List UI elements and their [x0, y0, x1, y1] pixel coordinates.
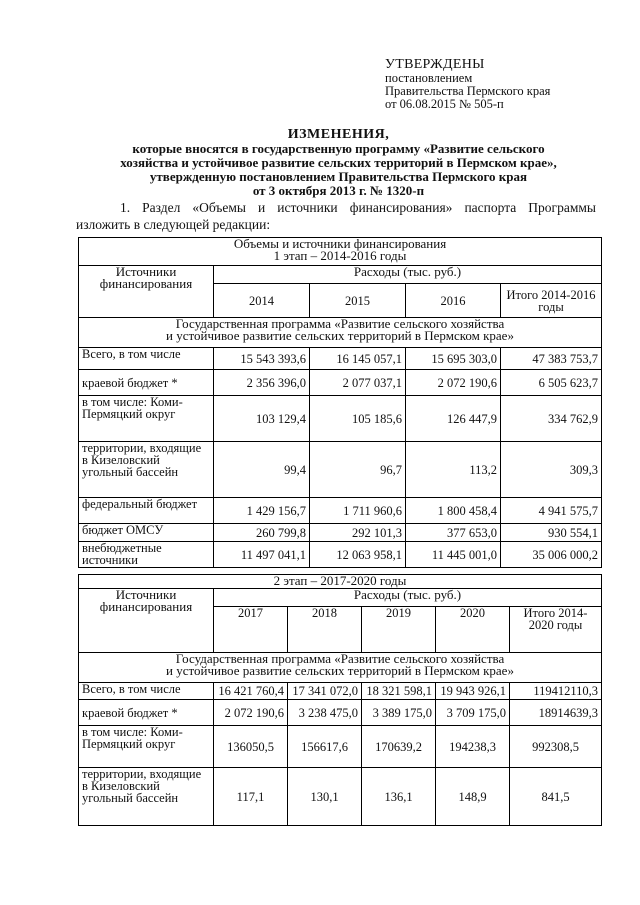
cell-value: 6 505 623,7	[501, 370, 602, 396]
cell-value: 4 941 575,7	[501, 498, 602, 524]
heading-line: хозяйства и устойчивое развитие сельских территорий в Пермском крае»,	[120, 155, 557, 170]
cell-value: 3 709 175,0	[436, 700, 510, 726]
program-title-cell	[79, 653, 602, 683]
row-label: Всего, в том числе	[79, 348, 214, 370]
row-label: внебюджетные источники	[79, 542, 214, 568]
cell-value: 930 554,1	[501, 524, 602, 542]
cell-value: 2 356 396,0	[214, 370, 310, 396]
stage-label: 2 этап – 2017-2020 годы	[79, 575, 602, 589]
table-row	[79, 700, 602, 726]
year-header: 2018	[288, 607, 362, 653]
cell-value: 47 383 753,7	[501, 348, 602, 370]
year-header: 2019	[362, 607, 436, 653]
cell-value: 35 006 000,2	[501, 542, 602, 568]
approval-title: УТВЕРЖДЕНЫ	[385, 57, 485, 72]
cell-value: 1 711 960,6	[310, 498, 406, 524]
table-row	[79, 442, 602, 498]
cell-value: 2 072 190,6	[214, 700, 288, 726]
total-header: Итого 2014-2020 годы	[510, 607, 602, 653]
cell-value: 309,3	[501, 442, 602, 498]
program-line: и устойчивое развитие сельских территорий в Пермском крае»	[166, 663, 514, 678]
cell-value: 11 445 001,0	[406, 542, 501, 568]
cell-value: 15 695 303,0	[406, 348, 501, 370]
cell-value: 148,9	[436, 768, 510, 826]
cell-value: 292 101,3	[310, 524, 406, 542]
table-row	[79, 768, 602, 826]
approval-line: постановлением	[385, 71, 473, 85]
table-title: Объемы и источники финансирования	[233, 236, 447, 251]
approval-block	[385, 58, 625, 111]
row-label: территории, входящие в Кизеловский угольный бассейн	[79, 442, 214, 498]
cell-value: 126 447,9	[406, 396, 501, 442]
intro-paragraph	[76, 199, 596, 233]
sources-header: Источники финансирования	[79, 589, 214, 653]
cell-value: 156617,6	[288, 726, 362, 768]
row-label: федеральный бюджет	[79, 498, 214, 524]
cell-value: 15 543 393,6	[214, 348, 310, 370]
cell-value: 17 341 072,0	[288, 683, 362, 700]
cell-value: 16 421 760,4	[214, 683, 288, 700]
year-header: 2020	[436, 607, 510, 653]
sources-header: Источники финансирования	[79, 266, 214, 318]
cell-value: 194238,3	[436, 726, 510, 768]
year-header: 2014	[214, 284, 310, 318]
cell-value: 96,7	[310, 442, 406, 498]
cell-value: 12 063 958,1	[310, 542, 406, 568]
table-row	[79, 542, 602, 568]
cell-value: 2 072 190,6	[406, 370, 501, 396]
year-header: 2015	[310, 284, 406, 318]
heading-title: ИЗМЕНЕНИЯ,	[287, 127, 390, 142]
row-label: Всего, в том числе	[79, 683, 214, 700]
table-title-cell	[79, 238, 602, 266]
approval-line: Правительства Пермского края	[385, 84, 551, 98]
cell-value: 841,5	[510, 768, 602, 826]
row-label: краевой бюджет *	[79, 370, 214, 396]
document-heading	[66, 128, 611, 198]
intro-line: 1. Раздел «Объемы и источники финансирования» паспорта Программы	[120, 200, 596, 215]
stage-label: 1 этап – 2014-2016 годы	[273, 248, 407, 263]
cell-value: 136,1	[362, 768, 436, 826]
row-label: территории, входящие в Кизеловский угольный бассейн	[79, 768, 214, 826]
cell-value: 377 653,0	[406, 524, 501, 542]
table-row	[79, 370, 602, 396]
row-label: краевой бюджет *	[79, 700, 214, 726]
intro-line: изложить в следующей редакции:	[76, 217, 271, 232]
table-row	[79, 683, 602, 700]
heading-line: утвержденную постановлением Правительства Пермского края	[149, 169, 528, 184]
total-header: Итого 2014-2016 годы	[501, 284, 602, 318]
approval-line: от 06.08.2015 № 505-п	[385, 97, 504, 111]
row-label: в том числе: Коми-Пермяцкий округ	[79, 396, 214, 442]
table-row	[79, 396, 602, 442]
heading-line: которые вносятся в государственную программу «Развитие сельского	[132, 141, 545, 156]
cell-value: 992308,5	[510, 726, 602, 768]
cell-value: 1 429 156,7	[214, 498, 310, 524]
financing-table-stage-1	[78, 237, 602, 568]
financing-table-stage-2	[78, 574, 602, 826]
table-row	[79, 498, 602, 524]
cell-value: 3 238 475,0	[288, 700, 362, 726]
cell-value: 105 185,6	[310, 396, 406, 442]
cell-value: 136050,5	[214, 726, 288, 768]
cell-value: 103 129,4	[214, 396, 310, 442]
cell-value: 130,1	[288, 768, 362, 826]
program-title-cell	[79, 318, 602, 348]
cell-value: 260 799,8	[214, 524, 310, 542]
year-header: 2016	[406, 284, 501, 318]
year-header: 2017	[214, 607, 288, 653]
cell-value: 18 321 598,1	[362, 683, 436, 700]
program-line: Государственная программа «Развитие сельского хозяйства	[175, 316, 505, 331]
cell-value: 2 077 037,1	[310, 370, 406, 396]
row-label: в том числе: Коми-Пермяцкий округ	[79, 726, 214, 768]
cell-value: 1 800 458,4	[406, 498, 501, 524]
cell-value: 19 943 926,1	[436, 683, 510, 700]
heading-line: от 3 октября 2013 г. № 1320-п	[252, 183, 425, 198]
cell-value: 119412110,3	[510, 683, 602, 700]
cell-value: 18914639,3	[510, 700, 602, 726]
cell-value: 16 145 057,1	[310, 348, 406, 370]
program-line: и устойчивое развитие сельских территорий в Пермском крае»	[166, 328, 514, 343]
cell-value: 170639,2	[362, 726, 436, 768]
table-row	[79, 348, 602, 370]
table-row	[79, 726, 602, 768]
cell-value: 113,2	[406, 442, 501, 498]
cell-value: 99,4	[214, 442, 310, 498]
expenses-header: Расходы (тыс. руб.)	[214, 266, 602, 284]
cell-value: 3 389 175,0	[362, 700, 436, 726]
cell-value: 334 762,9	[501, 396, 602, 442]
table-row	[79, 524, 602, 542]
row-label: бюджет ОМСУ	[79, 524, 214, 542]
expenses-header: Расходы (тыс. руб.)	[214, 589, 602, 607]
program-line: Государственная программа «Развитие сельского хозяйства	[175, 651, 505, 666]
cell-value: 117,1	[214, 768, 288, 826]
cell-value: 11 497 041,1	[214, 542, 310, 568]
